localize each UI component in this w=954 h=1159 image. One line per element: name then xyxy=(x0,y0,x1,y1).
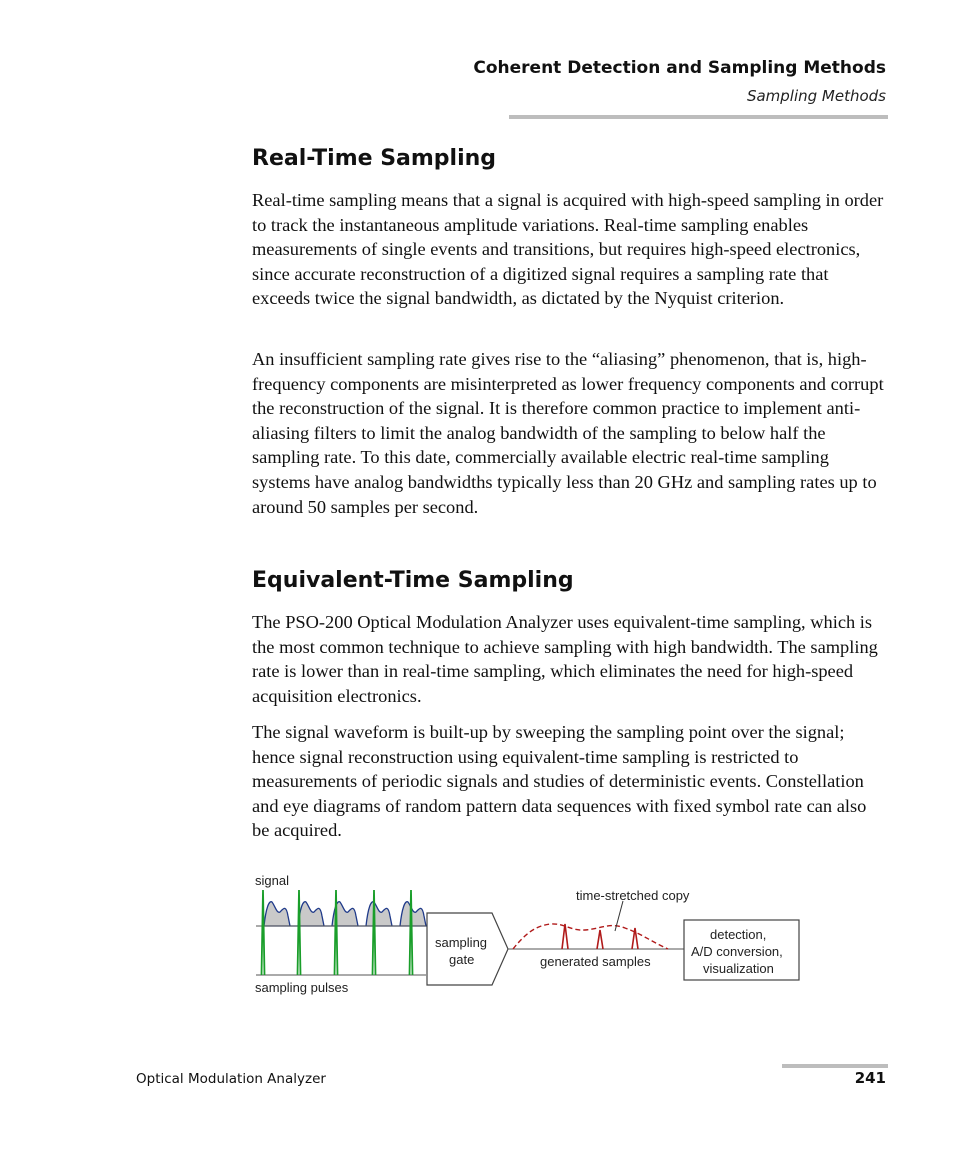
paragraph xyxy=(252,720,888,843)
paragraph-text: An insufficient sampling rate gives rise to the “aliasing” phenomenon, that is, high-frequency components are misinterpreted as lower frequency components and corrupt the reconstruction of the signal. It is therefore common practice to implement anti-aliasing filters to limit the analog bandwidth of the sampling to below half the sampling rate. To this date, commercially available electric real-time sampling systems have analog bandwidths typically less than 20 GHz and sampling rates up to around 50 samples per second. xyxy=(252,349,884,517)
section-heading: Equivalent-Time Sampling xyxy=(252,568,574,593)
paragraph-text: The PSO-200 Optical Modulation Analyzer uses equivalent-time sampling, which is the most common technique to achieve sampling with high bandwidth. The sampling rate is lower than in real-time sampling, which eliminates the need for high-speed acquisition electronics. xyxy=(252,612,878,706)
sampling-pulse xyxy=(410,890,413,975)
page-number: 241 xyxy=(854,1069,886,1087)
out-label-line1: detection, xyxy=(710,927,767,942)
out-label-line3: visualization xyxy=(703,961,774,976)
sample-spike xyxy=(597,930,603,949)
section-real-time xyxy=(252,145,888,173)
sampling-pulse xyxy=(373,890,376,975)
sampling-pulse xyxy=(262,890,265,975)
sample-spike xyxy=(562,924,568,949)
footer-divider xyxy=(782,1064,888,1068)
out-label-line2: A/D conversion, xyxy=(691,944,783,959)
sampling-pulses xyxy=(262,890,413,975)
running-header-section: Sampling Methods xyxy=(746,87,886,105)
label-sampling-pulses: sampling pulses xyxy=(255,980,349,995)
sampling-pulse xyxy=(298,890,301,975)
paragraph xyxy=(252,610,888,708)
header-divider xyxy=(509,115,888,119)
section-heading: Real-Time Sampling xyxy=(252,146,497,171)
paragraph xyxy=(252,188,888,311)
footer-document-title: Optical Modulation Analyzer xyxy=(136,1071,326,1087)
sampling-diagram xyxy=(250,868,810,1003)
label-signal: signal xyxy=(255,873,289,888)
paragraph-text: The signal waveform is built-up by sweeping the sampling point over the signal; hence signal reconstruction using equivalent-time sampling is restricted to measurements of periodic signals and studies of deterministic events. Constellation and eye diagrams of random pattern data sequences with fixed symbol rate can also be acquired. xyxy=(252,722,867,841)
paragraph-text: Real-time sampling means that a signal is acquired with high-speed sampling in order to track the instantaneous amplitude variations. Real-time sampling enables measurements of single events and transitions, but requires high-speed electronics, since accurate reconstruction of a digitized signal requires a sampling rate that exceeds twice the signal bandwidth, as dictated by the Nyquist criterion. xyxy=(252,190,884,309)
time-stretched-copy-curve xyxy=(513,924,668,949)
sampling-pulse xyxy=(335,890,338,975)
section-equivalent-time xyxy=(252,567,888,595)
signal-waveform xyxy=(264,902,426,926)
gate-label-line2: gate xyxy=(449,952,475,967)
label-time-stretched-copy: time-stretched copy xyxy=(576,888,690,903)
gate-label-line1: sampling xyxy=(435,935,488,950)
running-header-chapter: Coherent Detection and Sampling Methods xyxy=(473,58,886,78)
paragraph xyxy=(252,347,888,519)
label-generated-samples: generated samples xyxy=(540,954,651,969)
